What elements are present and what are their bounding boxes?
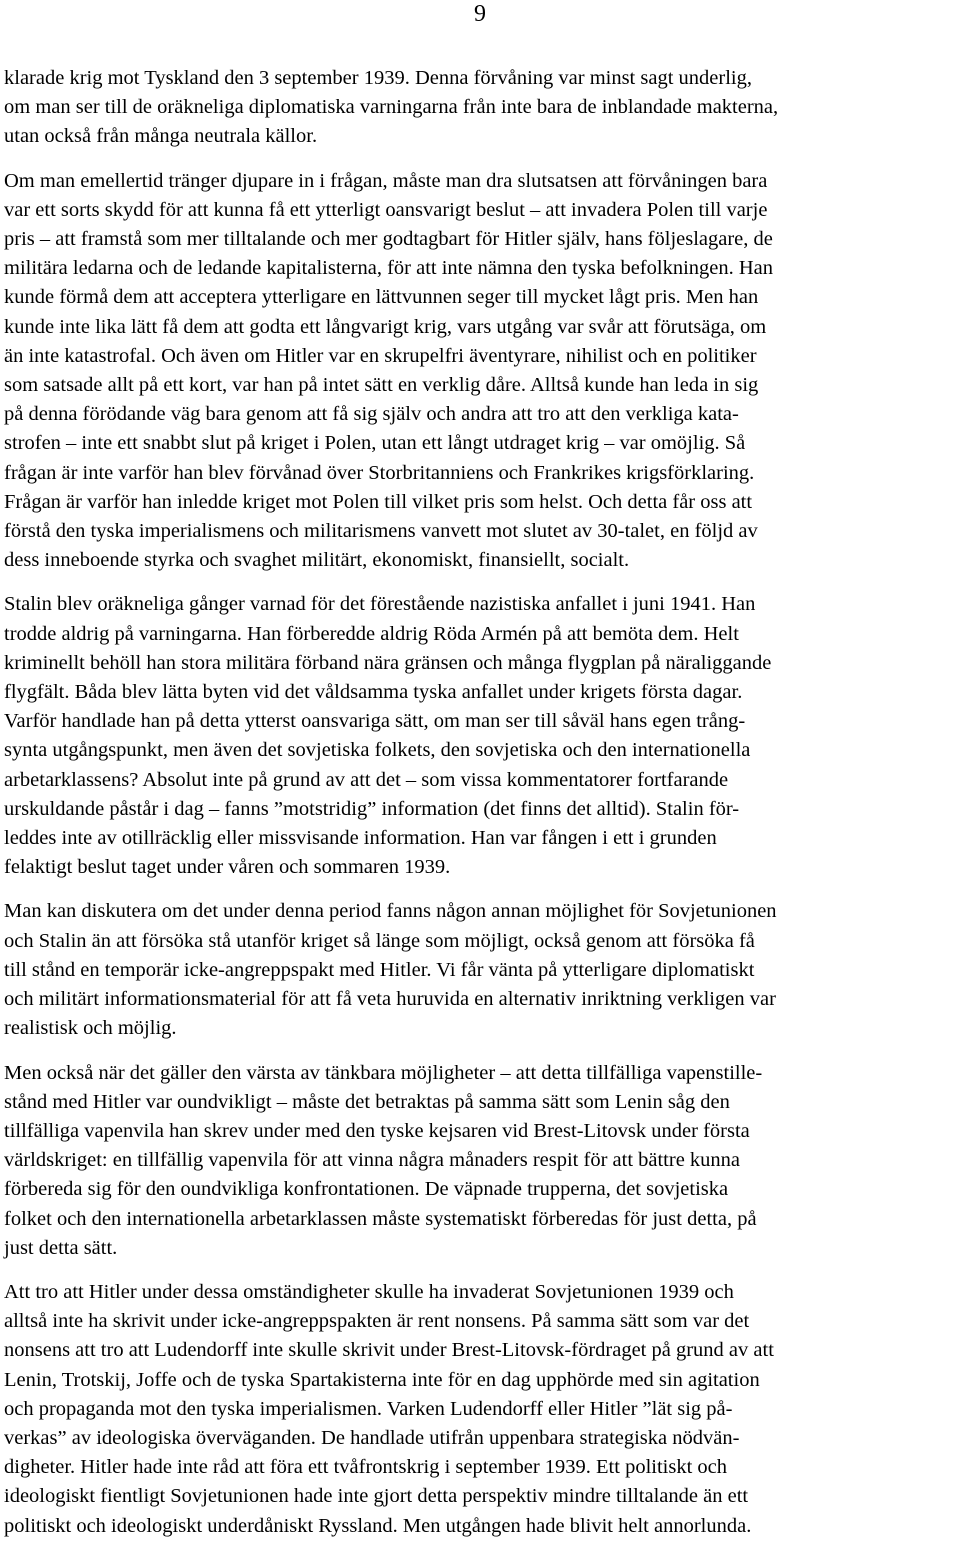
document-body bbox=[4, 64, 956, 1541]
paragraph: Men också när det gäller den värsta av tänkbara möjligheter – att detta tillfälliga vapenstille- stånd med Hitler var oundvikligt – måste det betraktas på samma sätt som Lenin såg den tillfälliga vapenvila han skrev under med den tyske kejsaren vid Brest-Litovsk under första världskriget: en tillfällig vapenvila för att vinna några månaders respit för att bättre kunna förbereda sig för den oundvikliga konfrontationen. De väpnade trupperna, det sovjetiska folket och den internationella arbetarklassen måste systematiskt förberedas för just detta, på just detta sätt. bbox=[4, 1061, 763, 1259]
paragraph: klarade krig mot Tyskland den 3 september 1939. Denna förvåning var minst sagt underlig, om man ser till de oräkneliga diplomatiska varningarna från inte bara de inblandade makterna, utan också från många neutrala källor. bbox=[4, 67, 779, 148]
paragraph: Om man emellertid tränger djupare in i frågan, måste man dra slutsatsen att förvåningen bara var ett sorts skydd för att kunna få ett ytterligt oansvarigt beslut – att invadera Polen till varje pris – att framstå som mer tilltalande och mer godtagbart för Hitler själv, hans följeslagare, de militära ledarna och de ledande kapitalisterna, för att inte nämna den tyska befolkningen. Han kunde förmå dem att acceptera ytterligare en lättvunnen seger till mycket lågt pris. Men han kunde inte lika lätt få dem att godta ett långvarigt krig, vars utgång var svår att förutsäga, om än inte katastrofal. Och även om Hitler var en skrupelfri äventyrare, nihilist och en politiker som satsade allt på ett kort, var han på intet sätt en verklig dåre. Alltså kunde han leda in sig på denna förödande väg bara genom att få sig själv och andra att tro att den verkliga kata- strofen – inte ett snabbt slut på kriget i Polen, utan ett långt utdraget krig – var omöjlig. Så frågan är inte varför han blev förvånad över Storbritanniens och Frankrikes krigsförklaring. Frågan är varför han inledde kriget mot Polen till vilket pris som helst. Och detta får oss att förstå den tyska imperialismens och militarismens vanvett mot slutet av 30-talet, en följd av dess inneboende styrka och svaghet militärt, ekonomiskt, finansiellt, socialt. bbox=[4, 169, 774, 572]
paragraph: Att tro att Hitler under dessa omständigheter skulle ha invaderat Sovjetunionen 1939 och alltså inte ha skrivit under icke-angreppspakten är rent nonsens. På samma sätt som var det nonsens att tro att Ludendorff inte skulle skrivit under Brest-Litovsk-fördraget på grund av att Lenin, Trotskij, Joffe och de tyska Spartakisterna inte för en dag upphörde med sin agitation och propaganda mot den tyska imperialismen. Varken Ludendorff eller Hitler ”lät sig på- verkas” av ideologiska överväganden. De handlade utifrån uppenbara strategiska nödvän- digheter. Hitler hade inte råd att föra ett tvåfrontskrig i september 1939. Ett politiskt och ideologiskt fientligt Sovjetunionen hade inte gjort detta perspektiv mindre tilltalande än ett politiskt och ideologiskt underdåniskt Ryssland. Men utgången hade blivit helt annorlunda. bbox=[4, 1280, 774, 1537]
paragraph: Man kan diskutera om det under denna period fanns någon annan möjlighet för Sovjetunionen och Stalin än att försöka stå utanför kriget så länge som möjligt, också genom att försöka få till stånd en temporär icke-angreppspakt med Hitler. Vi får vänta på ytterligare diplomatiskt och militärt informationsmaterial för att få veta huruvida en alternativ inriktning verkligen var realistisk och möjlig. bbox=[4, 900, 777, 1040]
paragraph: Stalin blev oräkneliga gånger varnad för det förestående nazistiska anfallet i juni 1941. Han trodde aldrig på varningarna. Han förberedde aldrig Röda Armén på att bemöta dem. Helt kriminellt behöll han stora militära förband nära gränsen och många flygplan på näraliggande flygfält. Båda blev lätta byten vid det våldsamma tyska anfallet under krigets första dagar. Varför handlade han på detta ytterst oansvariga sätt, om man ser till såväl hans egen trång- synta utgångspunkt, men även det sovjetiska folkets, den sovjetiska och den internationella arbetarklassens? Absolut inte på grund av att det – som vissa kommentatorer fortfarande urskuldande påstår i dag – fanns ”motstridig” information (det finns det alltid). Stalin för- leddes inte av otillräcklig eller missvisande information. Han var fången i ett i grunden felaktigt beslut taget under våren och sommaren 1939. bbox=[4, 593, 772, 879]
page-number: 9 bbox=[474, 1, 486, 27]
